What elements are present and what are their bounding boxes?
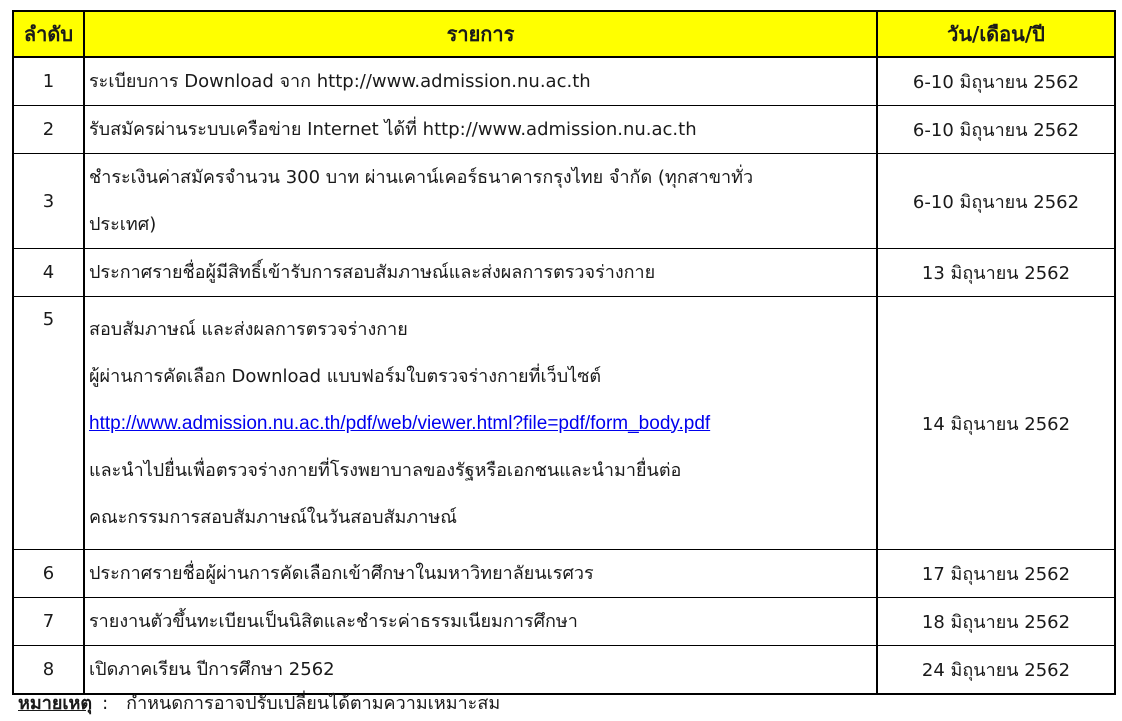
row-item [84,57,877,106]
row-item-line: คณะกรรมการสอบสัมภาษณ์ในวันสอบสัมภาษณ์ [89,506,457,528]
row-item [84,106,877,154]
table-header-row [13,11,1115,57]
row-item [84,598,877,646]
remark-label: หมายเหตุ [18,693,93,714]
row-item-line: ผู้ผ่านการคัดเลือก Download แบบฟอร์มใบตรวจร่างกายที่เว็บไซต์ [89,365,602,387]
row-item [84,154,877,249]
row-item [84,249,877,297]
table-row [13,550,1115,598]
row-date: 14 มิถุนายน 2562 [877,297,1115,550]
row-number: 7 [13,598,84,646]
row-number: 8 [13,646,84,695]
header-item: รายการ [84,11,877,57]
row-date: 6-10 มิถุนายน 2562 [877,154,1115,249]
row-date: 13 มิถุนายน 2562 [877,249,1115,297]
row-date: 6-10 มิถุนายน 2562 [877,106,1115,154]
table-row [13,249,1115,297]
header-date: วัน/เดือน/ปี [877,11,1115,57]
table-row [13,106,1115,154]
row-date: 18 มิถุนายน 2562 [877,598,1115,646]
row-date: 24 มิถุนายน 2562 [877,646,1115,695]
table-row [13,154,1115,249]
table-row [13,297,1115,550]
row-number: 4 [13,249,84,297]
table-row [13,57,1115,106]
row-item-line: ประกาศรายชื่อผู้มีสิทธิ์เข้ารับการสอบสัมภาษณ์และส่งผลการตรวจร่างกาย [89,262,656,283]
table-row [13,598,1115,646]
row-item-line: ประเทศ) [89,214,157,235]
row-date: 17 มิถุนายน 2562 [877,550,1115,598]
remark [18,688,500,717]
row-item-line: ชำระเงินค่าสมัครจำนวน 300 บาท ผ่านเคาน์เคอร์ธนาคารกรุงไทย จำกัด (ทุกสาขาทั่ว [89,167,754,188]
row-number: 3 [13,154,84,249]
row-date: 6-10 มิถุนายน 2562 [877,57,1115,106]
row-number: 6 [13,550,84,598]
header-no: ลำดับ [13,11,84,57]
row-item [84,297,877,550]
form-body-pdf-link[interactable]: http://www.admission.nu.ac.th/pdf/web/viewer.html?file=pdf/form_body.pdf [89,412,711,434]
table-row [13,646,1115,695]
row-item-line: ระเบียบการ Download จาก http://www.admission.nu.ac.th [89,71,591,92]
row-number: 5 [13,297,84,550]
row-item [84,550,877,598]
row-item-line: ประกาศรายชื่อผู้ผ่านการคัดเลือกเข้าศึกษาในมหาวิทยาลัยนเรศวร [89,563,594,584]
row-item [84,646,877,695]
row-item-line: และนำไปยื่นเพื่อตรวจร่างกายที่โรงพยาบาลของรัฐหรือเอกชนและนำมายื่นต่อ [89,459,682,481]
remark-colon: : [102,693,109,714]
row-item-line: เปิดภาคเรียน ปีการศึกษา 2562 [89,659,335,680]
schedule-table [12,10,1116,695]
remark-text: กำหนดการอาจปรับเปลี่ยนได้ตามความเหมาะสม [126,693,501,714]
row-item-line: รายงานตัวขึ้นทะเบียนเป็นนิสิตและชำระค่าธรรมเนียมการศึกษา [89,611,578,632]
row-number: 1 [13,57,84,106]
row-item-line: สอบสัมภาษณ์ และส่งผลการตรวจร่างกาย [89,318,408,340]
row-item-line: รับสมัครผ่านระบบเครือข่าย Internet ได้ที่ http://www.admission.nu.ac.th [89,119,697,140]
row-number: 2 [13,106,84,154]
